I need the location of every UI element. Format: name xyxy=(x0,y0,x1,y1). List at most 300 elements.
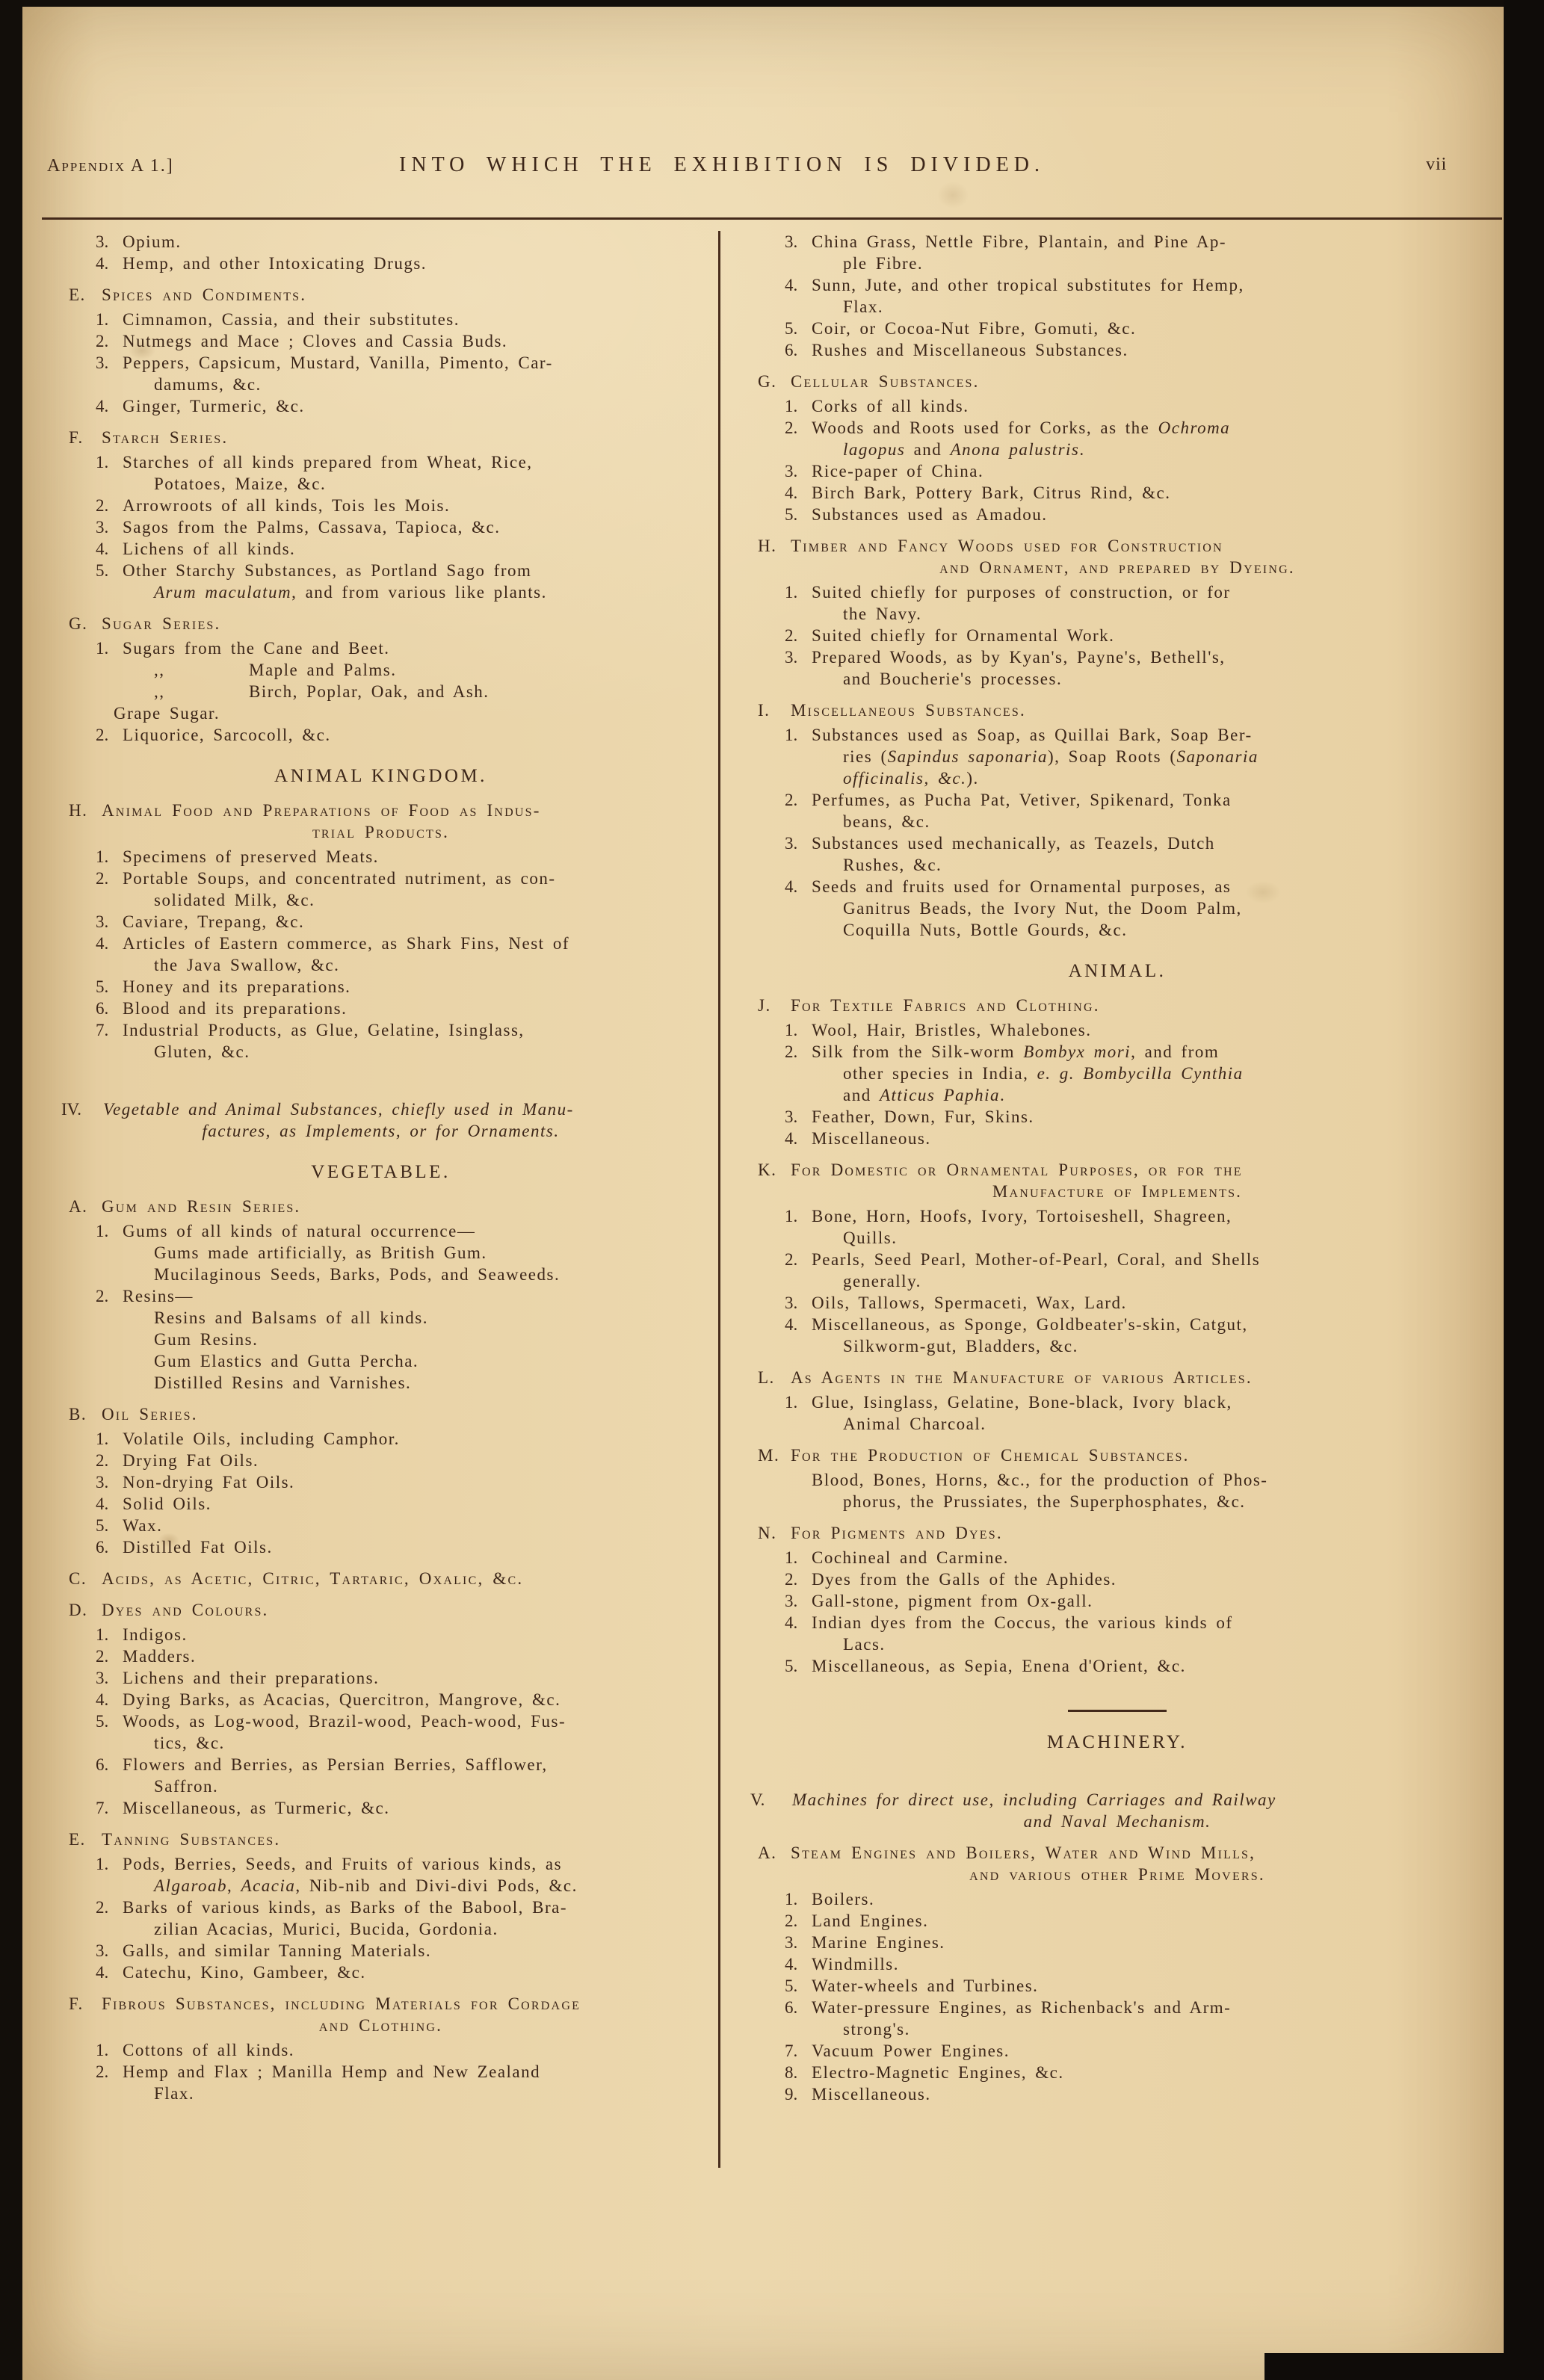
section-title xyxy=(102,1601,269,1619)
line-text: phorus, the Prussiates, the Superphosphates, &c. xyxy=(843,1492,1246,1511)
list-item xyxy=(732,2040,1502,2062)
item-number: 1. xyxy=(785,397,798,415)
line-text: strong's. xyxy=(843,2020,910,2039)
line-text: Fibrous Substances, including Materials for Cordage xyxy=(102,1994,581,2013)
list-item xyxy=(43,330,718,352)
section-title xyxy=(102,801,541,820)
line-text: Drying Fat Oils. xyxy=(123,1451,259,1470)
item-number: 4. xyxy=(96,1495,109,1513)
scan-edge-bottom xyxy=(1264,2353,1544,2380)
italic-text: officinalis, &c. xyxy=(843,769,967,788)
section-title xyxy=(791,1368,1253,1387)
item-number: 2. xyxy=(96,1287,109,1305)
section-letter: A. xyxy=(758,1843,777,1862)
line-text: Saffron. xyxy=(154,1777,219,1796)
list-item xyxy=(732,1314,1502,1357)
list-item xyxy=(732,1128,1502,1149)
section-title-line xyxy=(43,2015,718,2036)
list-item xyxy=(732,1019,1502,1041)
section-letter: F. xyxy=(69,1994,84,2013)
line-text: Distilled Fat Oils. xyxy=(123,1538,273,1557)
item-number: 3. xyxy=(785,232,798,251)
item-number: 2. xyxy=(96,1898,109,1917)
item-line xyxy=(785,1041,1502,1063)
item-number: 1. xyxy=(96,1625,109,1644)
italic-text: Sapindus saponaria xyxy=(887,747,1049,766)
section-title-line xyxy=(758,699,1502,721)
list-item xyxy=(732,2062,1502,2083)
section-letter: G. xyxy=(69,614,88,633)
line-text: Acids, as Acetic, Citric, Tartaric, Oxalic, &c. xyxy=(102,1569,524,1588)
item-number: 5. xyxy=(785,505,798,524)
item-line xyxy=(843,1227,1502,1249)
section xyxy=(732,535,1502,578)
list-item xyxy=(43,1471,718,1493)
scanned-page xyxy=(22,7,1504,2380)
line-text: Suited chiefly for Ornamental Work. xyxy=(812,626,1115,645)
item-number: 2. xyxy=(96,869,109,888)
line-text: Lichens of all kinds. xyxy=(123,540,296,558)
line-text: solidated Milk, &c. xyxy=(154,891,315,909)
item-line xyxy=(785,1997,1502,2018)
item-number: 3. xyxy=(785,1107,798,1126)
section xyxy=(43,1568,718,1589)
item-number: 5. xyxy=(96,1516,109,1535)
line-text: Substances used as Soap, as Quillai Bark, Soap Ber- xyxy=(812,726,1253,744)
item-number: 3. xyxy=(96,232,109,251)
line-text: Dyes and Colours. xyxy=(102,1601,269,1619)
item-number: 4. xyxy=(785,1129,798,1148)
item-line xyxy=(843,767,1502,789)
line-text: Starch Series. xyxy=(102,428,229,447)
item-line xyxy=(843,1084,1502,1106)
line-text: Resins and Balsams of all kinds. xyxy=(154,1308,428,1327)
line-text: Corks of all kinds. xyxy=(812,397,969,415)
list-item xyxy=(43,998,718,1019)
scan-edge-right xyxy=(1504,0,1544,2380)
item-line xyxy=(785,1314,1502,1335)
section-title-line xyxy=(758,535,1502,557)
item-line xyxy=(843,603,1502,625)
list-item xyxy=(43,560,718,603)
italic-text: Arum maculatum xyxy=(154,583,292,602)
section-letter: G. xyxy=(758,372,777,391)
line-text: Gluten, &c. xyxy=(154,1042,250,1061)
line-text: Liquorice, Sarcocoll, &c. xyxy=(123,726,331,744)
line-text: Cimnamon, Cassia, and their substitutes. xyxy=(123,310,460,329)
item-line xyxy=(96,1667,718,1689)
section-title-line xyxy=(758,995,1502,1016)
list-item xyxy=(43,1428,718,1450)
two-column-layout xyxy=(43,231,1502,2168)
list-item xyxy=(43,868,718,911)
item-line xyxy=(785,417,1502,439)
section-title xyxy=(791,1843,1256,1862)
separator-rule xyxy=(1068,1710,1167,1712)
line-text: Electro-Magnetic Engines, &c. xyxy=(812,2063,1064,2082)
line-text: Steam Engines and Boilers, Water and Wind Mills, xyxy=(791,1843,1256,1862)
item-number: 1. xyxy=(96,2041,109,2059)
list-item xyxy=(43,911,718,933)
line-text: Pearls, Seed Pearl, Mother-of-Pearl, Coral, and Shells xyxy=(812,1250,1261,1269)
list-item xyxy=(43,495,718,516)
item-line xyxy=(96,1754,718,1775)
item-line xyxy=(96,911,718,933)
item-line xyxy=(96,1897,718,1918)
item-line xyxy=(96,395,718,417)
item-line xyxy=(785,1888,1502,1910)
line-text: Rice-paper of China. xyxy=(812,462,984,480)
list-item xyxy=(43,309,718,330)
section-letter: V. xyxy=(750,1790,765,1809)
section-title-line xyxy=(69,1829,718,1850)
line-text: For the Production of Chemical Substances. xyxy=(791,1446,1190,1465)
section-title xyxy=(791,996,1100,1015)
list-item xyxy=(43,2061,718,2104)
list-item xyxy=(732,1249,1502,1292)
list-item xyxy=(43,1897,718,1940)
line-text: Silk from the Silk-worm xyxy=(812,1042,1024,1061)
item-number: 3. xyxy=(785,648,798,667)
item-number: 2. xyxy=(96,1647,109,1666)
list-item xyxy=(732,1041,1502,1106)
line-text: Manufacture of Implements. xyxy=(992,1182,1243,1201)
line-text: Substances used mechanically, as Teazels, Dutch xyxy=(812,834,1215,853)
item-number: 5. xyxy=(96,1712,109,1731)
line-text: Boilers. xyxy=(812,1890,875,1908)
line-text: Coir, or Cocoa-Nut Fibre, Gomuti, &c. xyxy=(812,319,1137,338)
section-title-line xyxy=(732,1864,1502,1885)
line-text: Rushes, &c. xyxy=(843,856,942,874)
line-text: Timber and Fancy Woods used for Construction xyxy=(791,537,1223,555)
item-number: 3. xyxy=(785,1933,798,1952)
line-text: Water-wheels and Turbines. xyxy=(812,1976,1039,1995)
list-item xyxy=(732,1568,1502,1590)
line-text: Sugars from the Cane and Beet. xyxy=(123,639,390,658)
list-item xyxy=(732,417,1502,460)
line-text: , and from xyxy=(1131,1042,1220,1061)
list-item xyxy=(43,1645,718,1667)
item-line xyxy=(154,681,718,702)
line-text: Cellular Substances. xyxy=(791,372,980,391)
item-line xyxy=(96,1536,718,1558)
item-line xyxy=(154,581,718,603)
line-text: . xyxy=(1000,1086,1006,1104)
scan-edge-left xyxy=(0,0,22,2380)
item-number: 1. xyxy=(785,1393,798,1412)
item-line xyxy=(96,2039,718,2061)
list-item xyxy=(732,1953,1502,1975)
line-text: Spices and Condiments. xyxy=(102,285,307,304)
item-line xyxy=(114,702,718,724)
item-line xyxy=(785,1391,1502,1413)
item-number: 4. xyxy=(785,1613,798,1632)
item-number: 5. xyxy=(785,319,798,338)
item-number: 4. xyxy=(785,1955,798,1973)
line-text: Caviare, Trepang, &c. xyxy=(123,912,305,931)
item-line xyxy=(96,560,718,581)
paragraph xyxy=(732,1469,1502,1512)
item-line xyxy=(154,1918,718,1940)
item-line xyxy=(785,2040,1502,2062)
list-item xyxy=(732,504,1502,525)
item-line xyxy=(154,1041,718,1063)
section-title-line xyxy=(758,371,1502,392)
item-number: 2. xyxy=(96,1451,109,1470)
section-title-line xyxy=(758,1522,1502,1544)
item-number: 8. xyxy=(785,2063,798,2082)
item-line xyxy=(785,482,1502,504)
section-letter: F. xyxy=(69,428,84,447)
line-text: Gum Resins. xyxy=(154,1330,259,1349)
item-number: 2. xyxy=(785,418,798,437)
item-number: 3. xyxy=(785,834,798,853)
italic-text: Anona palustris xyxy=(950,440,1080,459)
item-line xyxy=(785,832,1502,854)
list-item xyxy=(732,395,1502,417)
line-text: beans, &c. xyxy=(843,812,930,831)
line-text: . xyxy=(1079,440,1085,459)
item-line xyxy=(154,1264,718,1285)
line-text: Sugar Series. xyxy=(102,614,221,633)
item-number: 6. xyxy=(96,999,109,1018)
item-number: 6. xyxy=(96,1538,109,1557)
list-item xyxy=(43,1940,718,1962)
item-line xyxy=(154,374,718,395)
page-title: INTO WHICH THE EXHIBITION IS DIVIDED. xyxy=(399,153,1045,176)
line-text: Woods and Roots used for Corks, as the xyxy=(812,418,1158,437)
list-item xyxy=(732,318,1502,339)
list-item xyxy=(43,1019,718,1063)
item-line xyxy=(785,625,1502,646)
item-number: 5. xyxy=(785,1976,798,1995)
item-number: 2. xyxy=(785,791,798,809)
list-item xyxy=(43,976,718,998)
line-text: Wax. xyxy=(123,1516,163,1535)
line-text: ple Fibre. xyxy=(843,254,924,273)
list-item xyxy=(732,876,1502,941)
line-text: Indigos. xyxy=(123,1625,188,1644)
list-item xyxy=(43,1220,718,1285)
item-line xyxy=(96,868,718,889)
italic-text: Saponaria xyxy=(1176,747,1259,766)
item-line xyxy=(843,1270,1502,1292)
item-line xyxy=(785,1975,1502,1997)
item-number: 1. xyxy=(785,583,798,602)
kingdom-heading: MACHINERY. xyxy=(1046,1732,1188,1752)
section-letter: I. xyxy=(758,701,771,720)
section-title-line xyxy=(69,613,718,634)
item-line xyxy=(785,339,1502,361)
line-text: Silkworm-gut, Bladders, &c. xyxy=(843,1337,1078,1356)
item-line xyxy=(785,1910,1502,1932)
line-text: Flax. xyxy=(154,2084,195,2103)
line-text: Animal Charcoal. xyxy=(843,1415,986,1433)
section-title xyxy=(791,1446,1190,1465)
list-item xyxy=(43,1624,718,1645)
line-text: ries ( xyxy=(843,747,888,766)
item-line xyxy=(96,1428,718,1450)
item-number: 4. xyxy=(785,877,798,896)
line-text: Pods, Berries, Seeds, and Fruits of various kinds, as xyxy=(123,1855,563,1873)
line-text: Flax. xyxy=(843,297,884,316)
list-item xyxy=(43,1754,718,1797)
line-text: Madders. xyxy=(123,1647,197,1666)
item-line xyxy=(154,473,718,495)
line-text: Prepared Woods, as by Kyan's, Payne's, Bethell's, xyxy=(812,648,1226,667)
item-number: 5. xyxy=(96,561,109,580)
line-text: Indian dyes from the Coccus, the various kinds of xyxy=(812,1613,1233,1632)
line-text: Hemp and Flax ; Manilla Hemp and New Zealand xyxy=(123,2062,541,2081)
item-line xyxy=(96,1471,718,1493)
section-title-line xyxy=(69,1599,718,1621)
item-line xyxy=(96,330,718,352)
item-number: 5. xyxy=(785,1657,798,1675)
section-title-line xyxy=(758,1367,1502,1388)
list-item xyxy=(732,231,1502,274)
item-line xyxy=(843,2018,1502,2040)
section-letter: H. xyxy=(758,537,777,555)
item-number: 3. xyxy=(96,518,109,537)
item-line xyxy=(96,1019,718,1041)
italic-text: lagopus xyxy=(843,440,906,459)
line-text: and Boucherie's processes. xyxy=(843,670,1063,688)
item-number: 4. xyxy=(785,483,798,502)
item-line xyxy=(843,1633,1502,1655)
item-line xyxy=(96,1962,718,1983)
line-text: Substances used as Amadou. xyxy=(812,505,1048,524)
italic-text: Ochroma xyxy=(1158,418,1231,437)
item-number: 1. xyxy=(785,1548,798,1567)
item-line xyxy=(43,1120,718,1142)
line-text: Potatoes, Maize, &c. xyxy=(154,475,327,493)
section-letter: C. xyxy=(69,1569,87,1588)
item-line xyxy=(785,1612,1502,1633)
item-number: 4. xyxy=(96,1690,109,1709)
list-item xyxy=(732,724,1502,789)
section xyxy=(43,800,718,843)
section-letter: M. xyxy=(758,1446,780,1465)
line-text: Machines for direct use, including Carriages and Railway xyxy=(792,1790,1276,1809)
italic-text: e. g. Bombycilla Cynthia xyxy=(1037,1064,1244,1083)
item-number: 1. xyxy=(96,310,109,329)
item-number: 3. xyxy=(96,1941,109,1960)
item-number: 2. xyxy=(96,496,109,515)
list-item xyxy=(43,1536,718,1558)
line-text: Oil Series. xyxy=(102,1405,198,1424)
item-line xyxy=(785,274,1502,296)
item-number: 3. xyxy=(96,912,109,931)
list-item xyxy=(732,646,1502,690)
item-number: 2. xyxy=(785,1911,798,1930)
item-line xyxy=(154,1350,718,1372)
item-line xyxy=(785,395,1502,417)
list-item xyxy=(43,2039,718,2061)
line-text: Coquilla Nuts, Bottle Gourds, &c. xyxy=(843,921,1128,939)
item-line xyxy=(96,1797,718,1819)
line-text: Volatile Oils, including Camphor. xyxy=(123,1429,400,1448)
section-letter: E. xyxy=(69,1830,86,1849)
list-item xyxy=(43,724,718,746)
section-title xyxy=(791,701,1026,720)
section xyxy=(43,1829,718,1850)
line-text: Gum and Resin Series. xyxy=(102,1197,301,1216)
line-text: Arrowroots of all kinds, Tois les Mois. xyxy=(123,496,451,515)
item-line xyxy=(154,1875,718,1897)
italic-text: Atticus Paphia xyxy=(879,1086,1001,1104)
page-number: vii xyxy=(1426,155,1448,174)
line-text: Cochineal and Carmine. xyxy=(812,1548,1009,1567)
item-line xyxy=(843,746,1502,767)
line-text: factures, as Implements, or for Ornaments. xyxy=(202,1122,560,1140)
line-text: ,, Maple and Palms. xyxy=(154,661,397,679)
item-line xyxy=(785,1953,1502,1975)
item-number: 1. xyxy=(96,1222,109,1240)
item-line xyxy=(785,1655,1502,1677)
item-line xyxy=(785,318,1502,339)
line-text: Ginger, Turmeric, &c. xyxy=(123,397,305,415)
line-text: ). xyxy=(966,769,979,788)
section-letter: J. xyxy=(758,996,771,1015)
list-item xyxy=(43,352,718,395)
line-text: Hemp, and other Intoxicating Drugs. xyxy=(123,254,427,273)
section xyxy=(732,1367,1502,1388)
item-line xyxy=(843,296,1502,318)
list-item xyxy=(43,1710,718,1754)
section-letter: D. xyxy=(69,1601,88,1619)
section xyxy=(43,427,718,448)
section-letter: N. xyxy=(758,1524,777,1542)
item-number: 1. xyxy=(96,639,109,658)
item-number: 3. xyxy=(96,353,109,372)
section-title-line xyxy=(69,1568,718,1589)
item-number: 2. xyxy=(96,332,109,350)
line-text: Galls, and similar Tanning Materials. xyxy=(123,1941,432,1960)
item-number: 1. xyxy=(785,726,798,744)
class-heading xyxy=(43,1098,718,1142)
item-line xyxy=(96,516,718,538)
item-line xyxy=(785,876,1502,897)
line-text: Solid Oils. xyxy=(123,1495,211,1513)
section-title-line xyxy=(69,800,718,821)
line-text: Barks of various kinds, as Barks of the Babool, Bra- xyxy=(123,1898,568,1917)
section-title xyxy=(102,614,220,633)
section-title xyxy=(102,285,306,304)
kingdom-heading: ANIMAL KINGDOM. xyxy=(274,766,487,786)
section-title xyxy=(102,1197,300,1216)
section-title xyxy=(102,428,228,447)
item-line xyxy=(785,504,1502,525)
item-number: 1. xyxy=(785,1207,798,1225)
item-number: 7. xyxy=(96,1799,109,1817)
item-line xyxy=(96,1940,718,1962)
item-line xyxy=(785,1547,1502,1568)
item-line xyxy=(785,1205,1502,1227)
item-number: 2. xyxy=(785,1042,798,1061)
kingdom-heading: ANIMAL. xyxy=(1068,961,1167,981)
item-line xyxy=(96,309,718,330)
item-number: 2. xyxy=(785,1570,798,1589)
section-title xyxy=(102,1830,280,1849)
section xyxy=(732,371,1502,392)
item-line xyxy=(785,1590,1502,1612)
list-item xyxy=(43,1450,718,1471)
section-letter: A. xyxy=(69,1197,88,1216)
item-number: 4. xyxy=(785,1315,798,1334)
item-line xyxy=(96,2061,718,2083)
item-number: 3. xyxy=(96,1473,109,1492)
section xyxy=(732,1842,1502,1885)
